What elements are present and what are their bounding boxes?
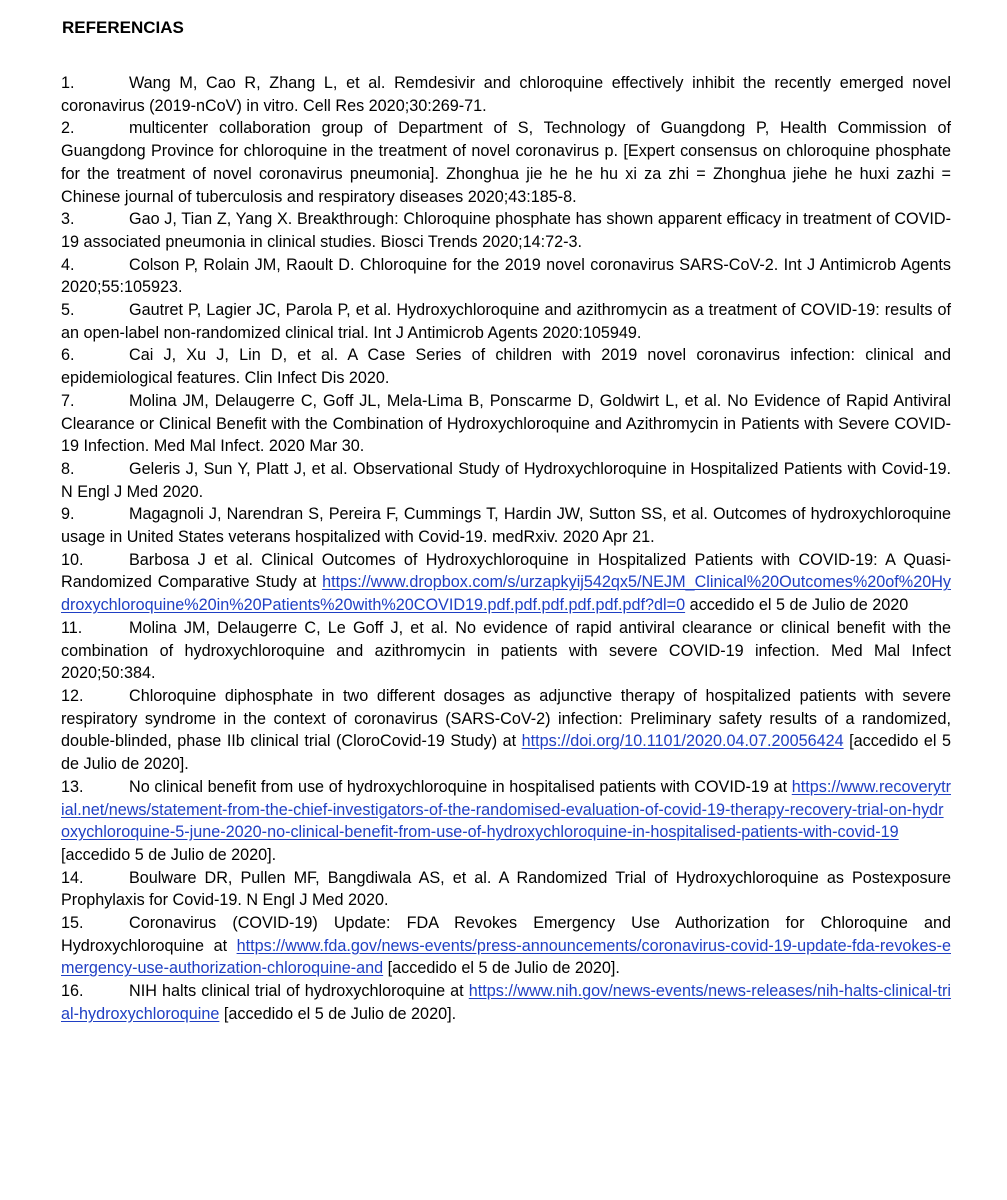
reference-link[interactable]: https://www.dropbox.com/s/urzapkyij542qx5/NEJM_Clinical%20Outcomes%20of%20Hydroxychloroquine%20in%20Patients%20with%20COVID19.pdf.pdf.pdf.pdf.pdf.pdf?dl=0	[61, 573, 951, 615]
reference-number: 10.	[61, 550, 84, 569]
reference-access-note: [accedido el 5 de Julio de 2020].	[61, 732, 952, 774]
reference-item	[61, 980, 951, 1025]
reference-link[interactable]: https://www.nih.gov/news-events/news-releases/nih-halts-clinical-trial-hydroxychloroquine	[61, 982, 952, 1023]
reference-number: 3.	[61, 210, 75, 229]
reference-access-note: [accedido el 5 de Julio de 2020].	[387, 959, 620, 978]
reference-number: 5.	[61, 301, 75, 320]
reference-text: Magagnoli J, Narendran S, Pereira F, Cummings T, Hardin JW, Sutton SS, et al. Outcomes of hydroxychloroquine usage in United States veterans hospitalized with Covid-19. medRxiv. 2020 Apr 21.	[61, 505, 951, 547]
reference-text: Colson P, Rolain JM, Raoult D. Chloroquine for the 2019 novel coronavirus SARS-CoV-2. Int J Antimicrob Agents 2020;55:105923.	[61, 255, 951, 297]
reference-number: 11.	[61, 618, 83, 637]
reference-item	[61, 503, 951, 548]
reference-text: NIH halts clinical trial of hydroxychloroquine at	[129, 982, 464, 1001]
reference-text: Wang M, Cao R, Zhang L, et al. Remdesivir and chloroquine effectively inhibit the recently emerged novel coronavirus (2019-nCoV) in vitro. Cell Res 2020;30:269-71.	[61, 74, 951, 115]
reference-number: 1.	[61, 74, 75, 92]
reference-item	[61, 776, 951, 867]
reference-text: Boulware DR, Pullen MF, Bangdiwala AS, et al. A Randomized Trial of Hydroxychloroquine as Postexposure Prophylaxis for Covid-19. N Engl J Med 2020.	[61, 868, 951, 910]
reference-number: 2.	[61, 119, 75, 138]
reference-text: Geleris J, Sun Y, Platt J, et al. Observational Study of Hydroxychloroquine in Hospitalized Patients with Covid-19. N Engl J Med 2020.	[61, 459, 951, 501]
reference-item	[61, 685, 951, 776]
reference-access-note: [accedido el 5 de Julio de 2020].	[223, 1004, 457, 1023]
reference-text: Gautret P, Lagier JC, Parola P, et al. Hydroxychloroquine and azithromycin as a treatment of COVID-19: results of an open-label non-randomized clinical trial. Int J Antimicrob Agents 2020:105949.	[61, 301, 951, 342]
reference-link[interactable]: https://www.recoverytrial.net/news/statement-from-the-chief-investigators-of-the-randomised-evaluation-of-covid-19-therapy-recovery-trial-on-hydroxychloroquine-5-june-2020-no-clinical-benefit-from-use-of-hydroxychloroquine-in-hospitalised-patients-with-covid-19	[61, 777, 951, 842]
reference-text: No clinical benefit from use of hydroxychloroquine in hospitalised patients with COVID-19 at	[129, 777, 788, 796]
reference-access-note: accedido el 5 de Julio de 2020	[689, 596, 909, 615]
reference-text: Cai J, Xu J, Lin D, et al. A Case Series of children with 2019 novel coronavirus infection: clinical and epidemiological features. Clin Infect Dis 2020.	[61, 346, 951, 388]
reference-number: 9.	[61, 505, 75, 524]
reference-list	[61, 72, 951, 1026]
reference-text: Gao J, Tian Z, Yang X. Breakthrough: Chloroquine phosphate has shown apparent efficacy in treatment of COVID-19 associated pneumonia in clinical studies. Biosci Trends 2020;14:72-3.	[61, 210, 951, 251]
reference-number: 16.	[61, 982, 84, 1001]
reference-access-note: [accedido 5 de Julio de 2020].	[61, 845, 277, 864]
reference-item	[61, 208, 951, 253]
reference-number: 14.	[61, 868, 84, 887]
reference-number: 6.	[61, 346, 75, 365]
reference-number: 13.	[61, 777, 84, 796]
reference-item	[61, 867, 951, 912]
references-heading: REFERENCIAS	[62, 18, 184, 37]
reference-number: 12.	[61, 686, 84, 705]
reference-text: Chloroquine diphosphate in two different dosages as adjunctive therapy of hospitalized patients with severe respiratory syndrome in the context of coronavirus (SARS-CoV-2) infection: Preliminary safety results of a randomized, double-blinded, phase IIb clinical trial (CloroCovid-19 Study) at	[61, 686, 951, 751]
reference-item	[61, 72, 951, 117]
reference-text: multicenter collaboration group of Department of S, Technology of Guangdong P, Health Commission of Guangdong Province for chloroquine in the treatment of novel coronavirus p. [Expert consensus on chloroquine phosphate for the treatment of novel coronavirus pneumonia]. Zhonghua jie he he hu xi za zhi = Zhonghua jiehe he huxi zazhi = Chinese journal of tuberculosis and respiratory diseases 2020;43:185-8.	[61, 119, 951, 206]
reference-item	[61, 390, 951, 458]
reference-text: Molina JM, Delaugerre C, Le Goff J, et al. No evidence of rapid antiviral clearance or clinical benefit with the combination of hydroxychloroquine and azithromycin in patients with severe COVID-19 infection. Med Mal Infect 2020;50:384.	[61, 618, 951, 683]
reference-number: 7.	[61, 391, 75, 410]
reference-item	[61, 458, 951, 503]
reference-item	[61, 617, 951, 685]
reference-number: 8.	[61, 459, 75, 478]
reference-item	[61, 912, 951, 980]
reference-link[interactable]: https://www.fda.gov/news-events/press-announcements/coronavirus-covid-19-update-fda-revokes-emergency-use-authorization-chloroquine-and	[61, 936, 951, 978]
reference-text: Molina JM, Delaugerre C, Goff JL, Mela-Lima B, Ponscarme D, Goldwirt L, et al. No Evidence of Rapid Antiviral Clearance or Clinical Benefit with the Combination of Hydroxychloroquine and Azithromycin in Patients with Severe COVID-19 Infection. Med Mal Infect. 2020 Mar 30.	[61, 391, 951, 456]
reference-text: Barbosa J et al. Clinical Outcomes of Hydroxychloroquine in Hospitalized Patients with COVID-19: A Quasi-Randomized Comparative Study at	[61, 550, 951, 592]
reference-item	[61, 344, 951, 389]
reference-number: 15.	[61, 914, 84, 933]
reference-item	[61, 254, 951, 299]
reference-item	[61, 117, 951, 208]
reference-number: 4.	[61, 255, 75, 274]
reference-item	[61, 549, 951, 617]
reference-item	[61, 299, 951, 344]
reference-link[interactable]: https://doi.org/10.1101/2020.04.07.20056424	[521, 732, 844, 751]
reference-text: Coronavirus (COVID-19) Update: FDA Revokes Emergency Use Authorization for Chloroquine and Hydroxychloroquine at	[61, 914, 951, 955]
